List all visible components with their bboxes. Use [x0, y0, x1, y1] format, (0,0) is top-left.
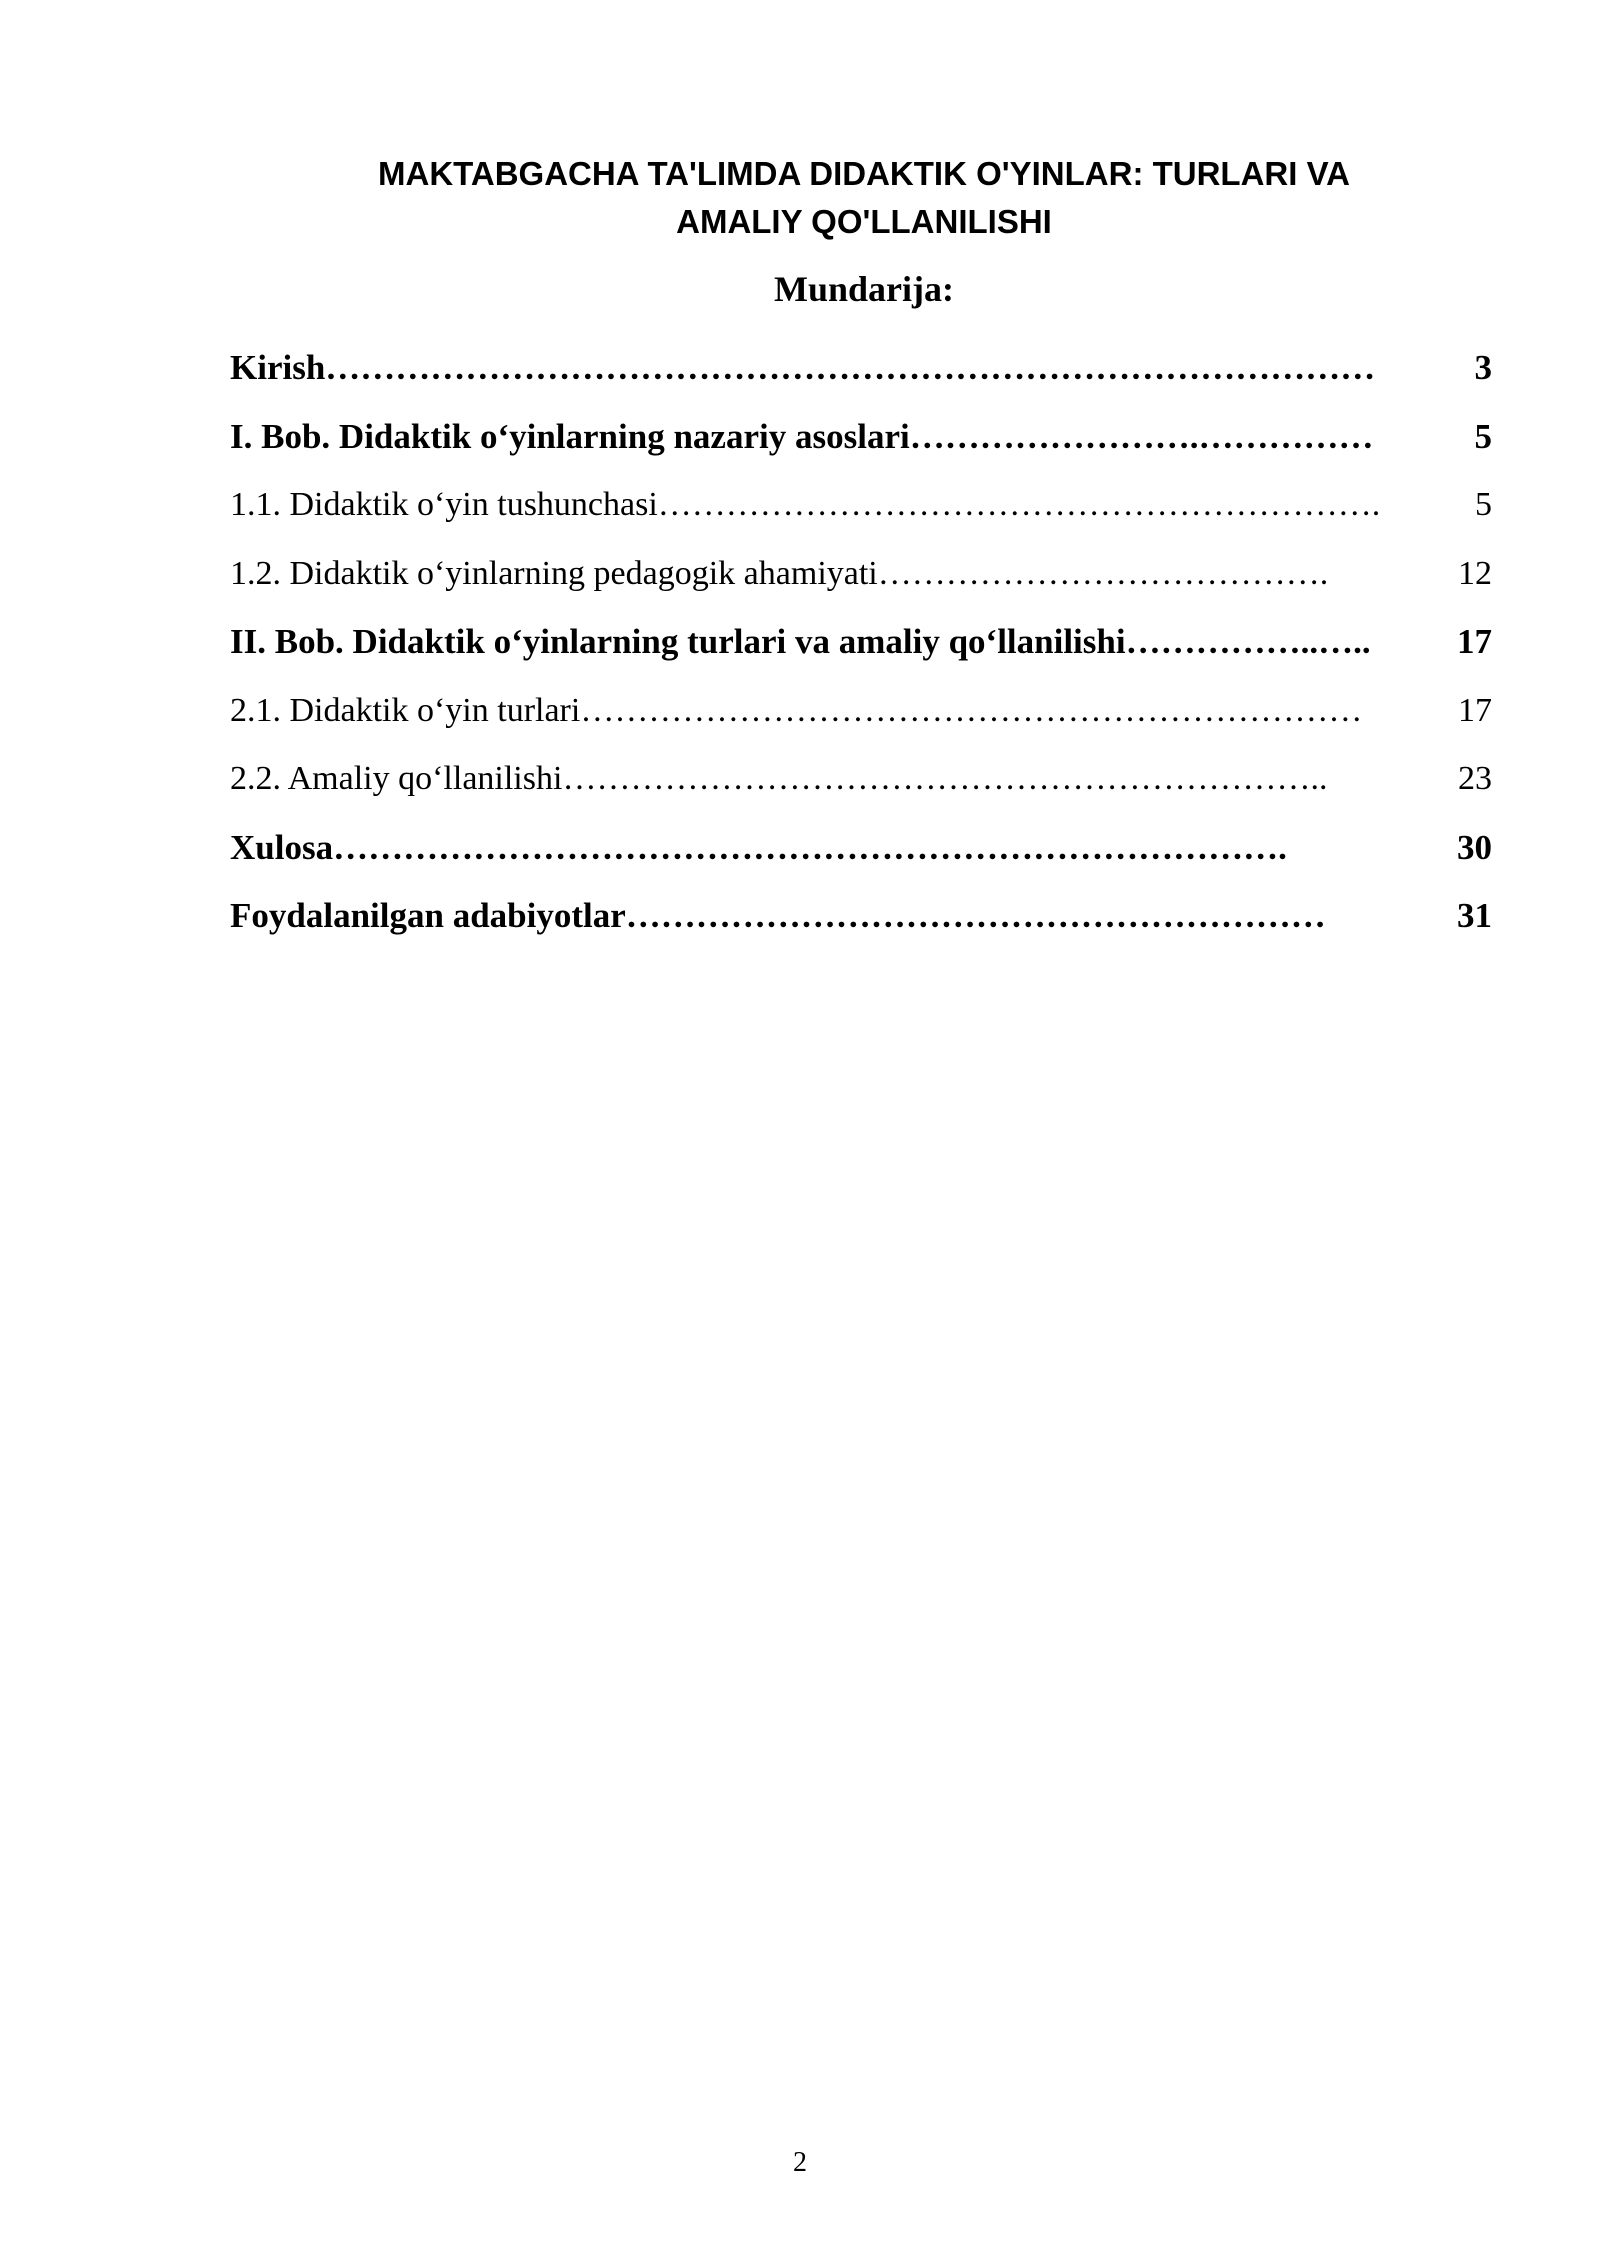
toc-entry-label: 2.2. Amaliy qo‘llanilishi	[230, 760, 563, 798]
table-of-contents	[230, 334, 1492, 951]
toc-entry-page: 17	[1457, 622, 1492, 662]
toc-entry-leader: ………………………………………………………………………………	[325, 348, 1376, 388]
toc-entry-leader: ……………..…..	[1125, 622, 1371, 662]
toc-entry-label: 1.2. Didaktik o‘yinlarning pedagogik ahamiyati	[230, 554, 878, 592]
toc-entry-page: 5	[1474, 416, 1492, 456]
toc-entry-kirish[interactable]	[230, 334, 1492, 403]
toc-entry-page: 17	[1458, 691, 1492, 729]
toc-entry-label: 1.1. Didaktik o‘yin tushunchasi	[230, 486, 658, 524]
toc-entry-label: Kirish	[230, 348, 326, 388]
toc-entry-label: 2.1. Didaktik o‘yin turlari	[230, 691, 581, 729]
toc-entry-chapter-1[interactable]	[230, 403, 1492, 472]
toc-entry-leader: …………………………………………………………..	[562, 760, 1328, 798]
toc-entry-chapter-2[interactable]	[230, 608, 1492, 677]
toc-entry-page: 3	[1474, 348, 1492, 388]
toc-entry-references[interactable]	[230, 882, 1492, 951]
toc-entry-xulosa[interactable]	[230, 814, 1492, 883]
page-number: 2	[793, 2147, 807, 2178]
toc-entry-leader: ……………………………………………………	[625, 896, 1326, 936]
toc-entry-page: 12	[1458, 554, 1492, 592]
toc-entry-leader: ……………………………………………………………………….	[333, 827, 1287, 867]
toc-entry-section-1-2[interactable]	[230, 540, 1492, 609]
toc-entry-label: Foydalanilgan adabiyotlar	[230, 896, 626, 936]
toc-entry-label: I. Bob. Didaktik o‘yinlarning nazariy asoslari	[230, 416, 910, 456]
toc-entry-page: 5	[1475, 486, 1492, 524]
document-title	[230, 150, 1498, 246]
toc-entry-leader: ………………………………….	[877, 554, 1329, 592]
toc-entry-section-1-1[interactable]	[230, 471, 1492, 540]
toc-entry-leader: ……………………………………………………………	[580, 691, 1363, 729]
toc-entry-leader: …………………….……………	[909, 416, 1374, 456]
toc-entry-page: 30	[1457, 827, 1492, 867]
title-line-1: MAKTABGACHA TA'LIMDA DIDAKTIK O'YINLAR: TURLARI VA	[378, 155, 1350, 192]
title-line-2: AMALIY QO'LLANILISHI	[676, 203, 1052, 240]
toc-entry-page: 31	[1457, 896, 1492, 936]
toc-heading: Mundarija:	[774, 269, 954, 309]
toc-entry-label: Xulosa	[230, 827, 334, 867]
toc-entry-label: II. Bob. Didaktik o‘yinlarning turlari va amaliy qo‘llanilishi	[230, 622, 1126, 662]
toc-entry-leader: ……………………………………………………….	[657, 486, 1381, 524]
toc-entry-page: 23	[1458, 760, 1492, 798]
toc-entry-section-2-1[interactable]	[230, 677, 1492, 746]
toc-entry-section-2-2[interactable]	[230, 745, 1492, 814]
